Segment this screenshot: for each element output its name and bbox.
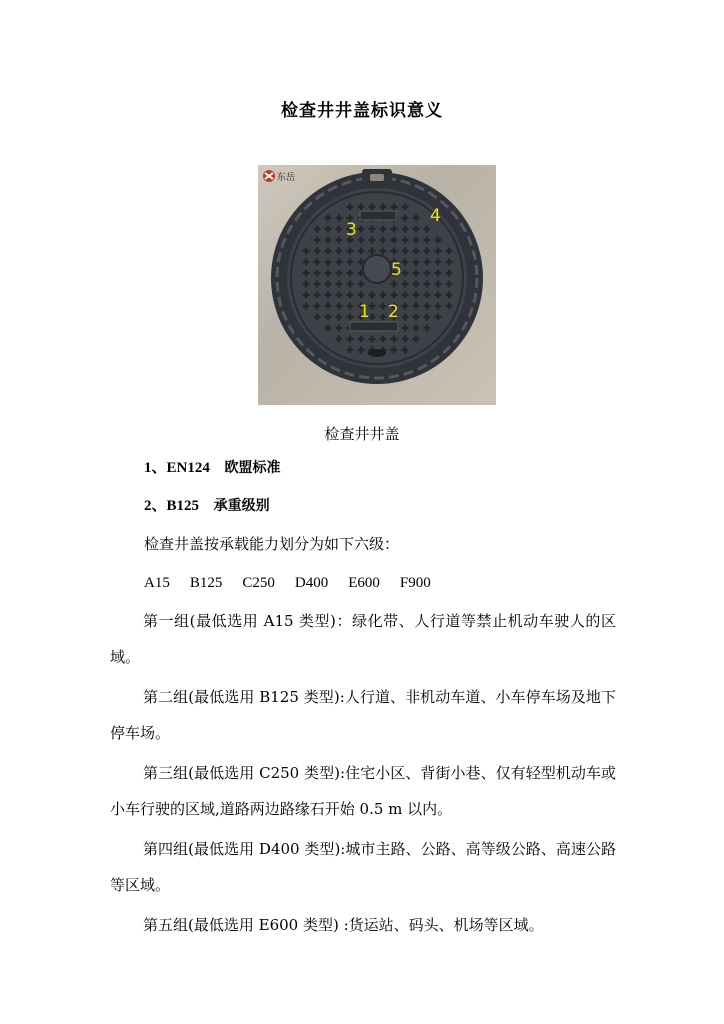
grade-b125: B125 xyxy=(189,575,223,591)
grade-f900: F900 xyxy=(399,575,431,591)
marker-4: 4 xyxy=(430,206,441,226)
group-4-paragraph: 第四组(最低选用 D400 类型):城市主路、公路、高等级公路、高速公路等区域。 xyxy=(110,840,616,894)
marker-2: 2 xyxy=(388,302,399,322)
document-title: 检查井井盖标识意义 xyxy=(281,101,443,121)
marker-1: 1 xyxy=(359,302,370,322)
marker-5: 5 xyxy=(391,260,402,280)
figure-caption: 检查井井盖 xyxy=(324,425,400,443)
group-2-paragraph: 第二组(最低选用 B125 类型):人行道、非机动车道、小车停车场及地下停车场。 xyxy=(110,688,616,742)
grade-list xyxy=(144,572,451,593)
item-1-number: 1、EN124 xyxy=(144,460,210,476)
grade-d400: D400 xyxy=(294,575,329,591)
manhole-cover-illustration xyxy=(258,165,496,405)
grade-a15: A15 xyxy=(144,575,170,591)
group-5-paragraph: 第五组(最低选用 E600 类型) :货运站、码头、机场等区域。 xyxy=(143,916,544,934)
brand-logo xyxy=(263,170,295,183)
svg-text:东岳: 东岳 xyxy=(277,173,296,183)
grade-e600: E600 xyxy=(348,575,380,591)
item-2-text: 承重级别 xyxy=(213,498,270,514)
intro-text: 检查井盖按承载能力划分为如下六级： xyxy=(144,535,400,553)
group-3-paragraph: 第三组(最低选用 C250 类型):住宅小区、背街小巷、仅有轻型机动车或小车行驶的区域,道路两边路缘石开始 0.5 m 以内。 xyxy=(110,764,616,818)
item-1 xyxy=(144,458,280,478)
group-1-paragraph: 第一组(最低选用 A15 类型)：绿化带、人行道等禁止机动车驶人的区域。 xyxy=(110,612,616,666)
manhole-cover-photo xyxy=(258,165,496,405)
marker-3: 3 xyxy=(346,220,357,240)
item-1-text: 欧盟标准 xyxy=(224,460,281,476)
item-2-number: 2、B125 xyxy=(144,498,200,514)
item-2 xyxy=(144,496,270,516)
grade-c250: C250 xyxy=(242,575,275,591)
